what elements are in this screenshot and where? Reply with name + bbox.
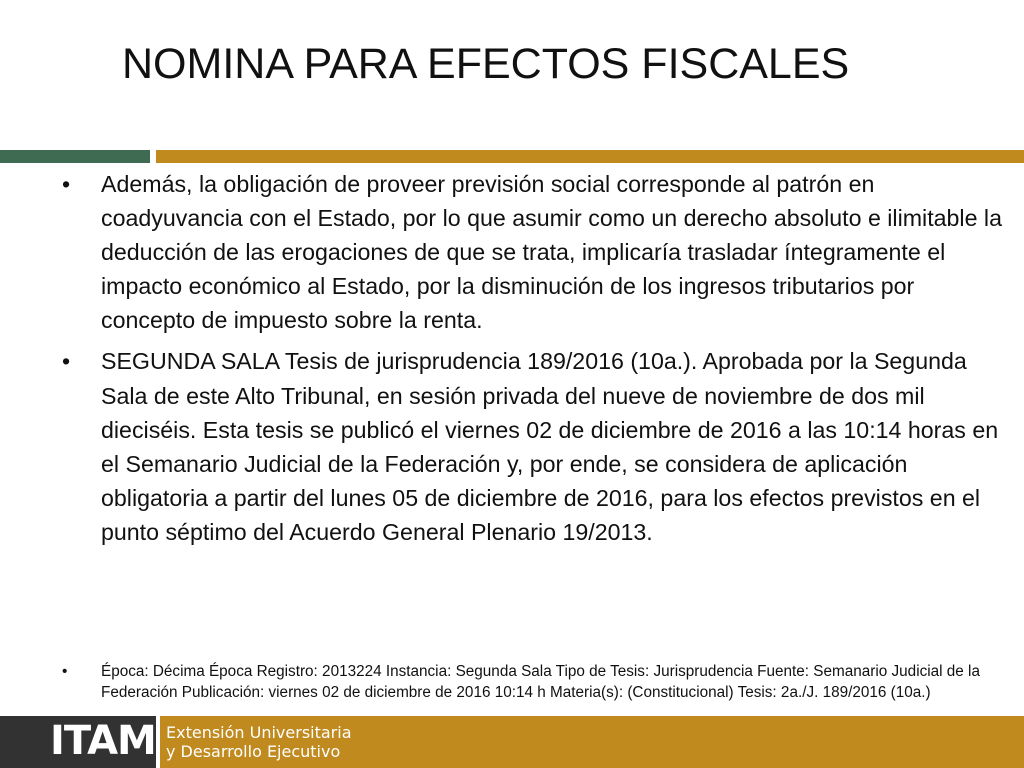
citation-list bbox=[62, 661, 1012, 703]
bullet-item bbox=[62, 167, 1012, 337]
slide-title: NOMINA PARA EFECTOS FISCALES bbox=[122, 40, 850, 88]
title-rule-green bbox=[0, 150, 150, 163]
bullet-text: SEGUNDA SALA Tesis de jurisprudencia 189/2016 (10a.). Aprobada por la Segunda Sala de este Alto Tribunal, en sesión privada del nueve de noviembre de dos mil dieciséis. Esta tesis se publicó el viernes 02 de diciembre de 2016 a las 10:14 horas en el Semanario Judicial de la Federación y, por ende, se considera de aplicación obligatoria a partir del lunes 05 de diciembre de 2016, para los efectos previstos en el punto séptimo del Acuerdo General Plenario 19/2013. bbox=[101, 348, 999, 545]
bullet-marker: • bbox=[62, 171, 71, 197]
footer bbox=[0, 716, 1024, 768]
footer-line-2: y Desarrollo Ejecutivo bbox=[166, 742, 341, 761]
bullet-text: Además, la obligación de proveer previsión social corresponde al patrón en coadyuvancia con el Estado, por lo que asumir como un derecho absoluto e ilimitable la deducción de las erogaciones de que se trata, implicaría trasladar íntegramente el impacto económico al Estado, por la disminución de los ingresos tributarios por concepto de impuesto sobre la renta. bbox=[101, 171, 1002, 334]
citation-item bbox=[62, 661, 1012, 703]
citation-text: Época: Décima Época Registro: 2013224 Instancia: Segunda Sala Tipo de Tesis: Jurisprudencia Fuente: Semanario Judicial de la Federación Publicación: viernes 02 de diciembre de 2016 10:14 h Materia(s): (Constitucional) Tesis: 2a./J. 189/2016 (10a.) bbox=[101, 663, 980, 702]
bullet-marker: • bbox=[62, 348, 71, 375]
itam-logo: ITAM bbox=[50, 718, 156, 764]
footer-line-1: Extensión Universitaria bbox=[166, 723, 352, 742]
title-rule-gold bbox=[156, 150, 1024, 163]
bullet-item bbox=[62, 344, 1012, 549]
itam-logo-block bbox=[0, 716, 156, 768]
bullet-list bbox=[62, 167, 1012, 549]
bullet-marker: • bbox=[62, 663, 68, 680]
